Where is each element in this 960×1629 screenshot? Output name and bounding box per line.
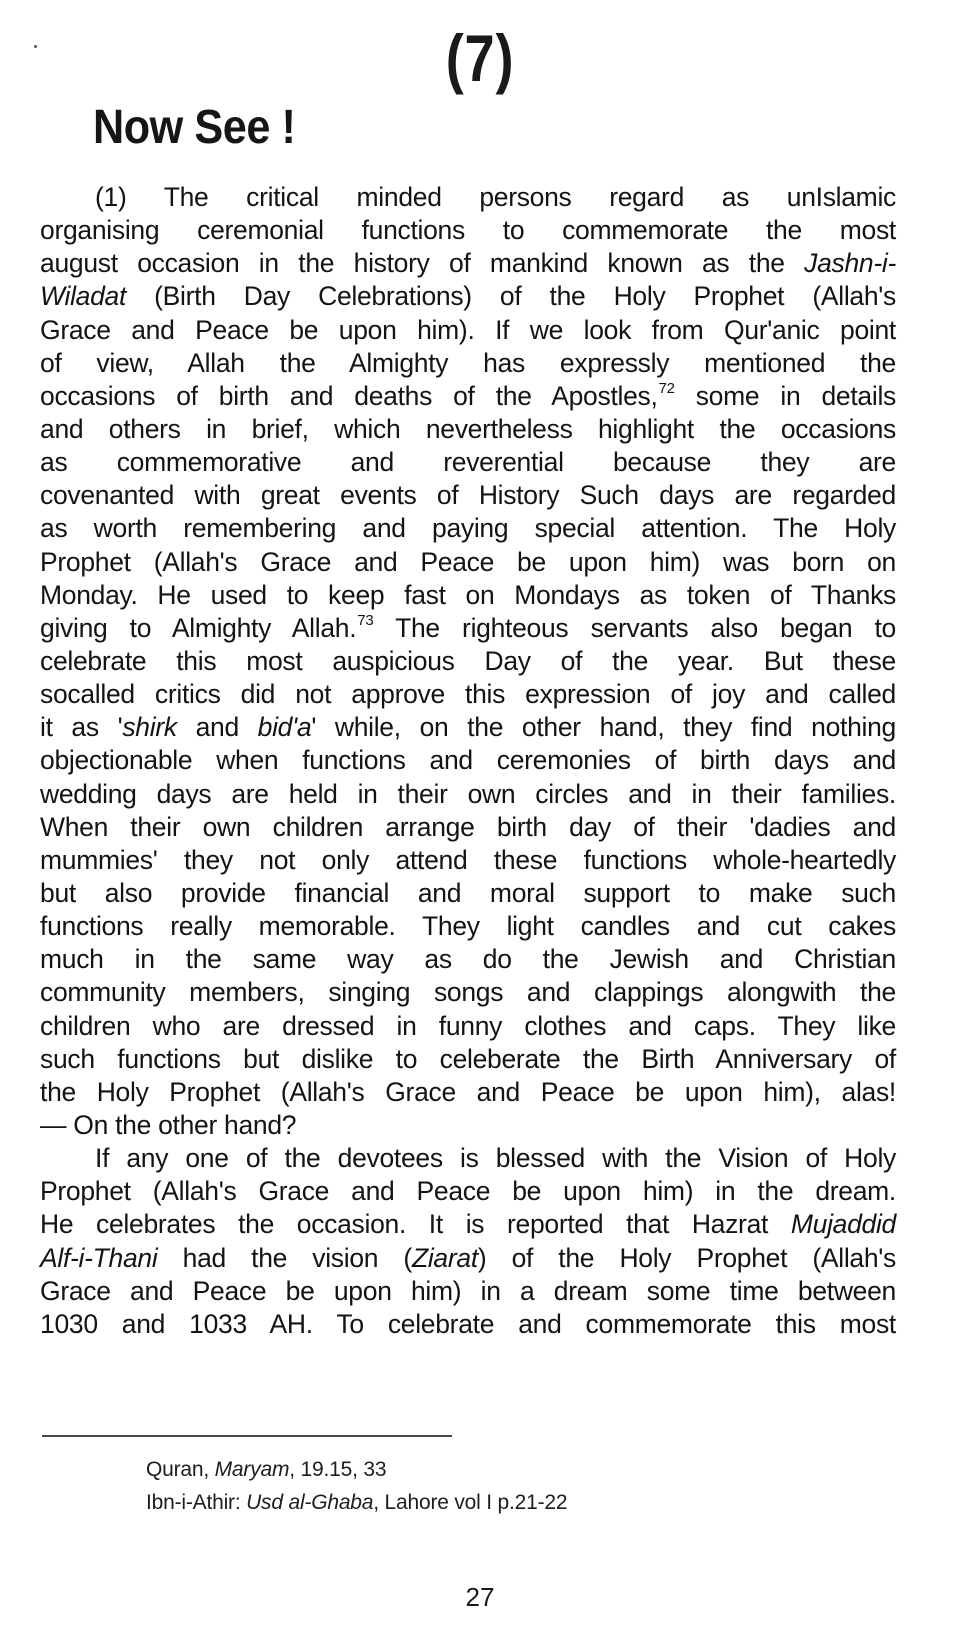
text-run: occasions of birth and deaths of the Apostles,: [40, 380, 658, 411]
body-line: [40, 314, 896, 347]
body-line: [40, 579, 896, 612]
body-line: [40, 778, 896, 811]
text-run: — On the other hand?: [40, 1109, 297, 1140]
body-line: [40, 711, 896, 744]
text-run: mummies' they not only attend these functions whole-heartedly: [40, 844, 896, 875]
text-run: Prophet (Allah's Grace and Peace be upon him) in the dream.: [40, 1176, 896, 1207]
body-line: [40, 877, 896, 910]
text-run: Grace and Peace be upon him) in a dream some time between: [40, 1275, 896, 1306]
footnote-entry: [146, 1486, 567, 1519]
italic-text: Maryam: [214, 1458, 290, 1481]
body-text: [40, 181, 896, 1341]
body-line: [40, 844, 896, 877]
scan-speck: [34, 45, 37, 48]
body-line: [40, 546, 896, 579]
body-line: [40, 976, 896, 1009]
text-run: children who are dressed in funny clothes and caps. They like: [40, 1010, 896, 1041]
text-run: such functions but dislike to celeberate the Birth Anniversary of: [40, 1043, 896, 1074]
italic-text: Wiladat: [40, 281, 127, 312]
text-run: had the vision (: [157, 1242, 412, 1273]
italic-text: Alf-i-Thani: [40, 1242, 158, 1273]
text-run: of view, Allah the Almighty has expressly mentioned the: [40, 347, 896, 378]
body-line: [40, 910, 896, 943]
text-run: socalled critics did not approve this expression of joy and called: [40, 679, 896, 710]
text-run: as worth remembering and paying special attention. The Holy: [40, 513, 896, 544]
text-run: The righteous servants also began to: [373, 612, 896, 643]
body-line: [40, 943, 896, 976]
text-run: august occasion in the history of mankind known as the: [40, 248, 805, 279]
body-line: [40, 347, 896, 380]
text-run: 1030 and 1033 AH. To celebrate and commemorate this most: [40, 1308, 896, 1339]
footnote-entry: [146, 1453, 567, 1486]
text-run: and: [176, 712, 258, 743]
text-run: (1) The critical minded persons regard as unIslamic: [95, 182, 896, 212]
text-run: functions really memorable. They light candles and cut cakes: [40, 911, 896, 942]
chapter-number: (7): [445, 21, 515, 95]
text-run: but also provide financial and moral support to make such: [40, 877, 896, 908]
text-run: organising ceremonial functions to commemorate the most: [40, 215, 896, 246]
page-number: 27: [465, 1582, 495, 1612]
text-run: as commemorative and reverential because they are: [40, 447, 896, 478]
text-run: If any one of the devotees is blessed with the Vision of Holy: [95, 1143, 896, 1174]
body-line: [40, 612, 896, 645]
text-run: covenanted with great events of History Such days are regarded: [40, 480, 896, 511]
body-line: [40, 678, 896, 711]
text-run: some in details: [674, 380, 896, 411]
body-line: [40, 479, 896, 512]
italic-text: shirk: [122, 712, 177, 743]
text-run: Prophet (Allah's Grace and Peace be upon him) was born on: [40, 546, 896, 577]
body-line: [40, 247, 896, 280]
body-line: [40, 512, 896, 545]
text-run: wedding days are held in their own circles and in their families.: [40, 778, 896, 809]
italic-text: bid'a: [257, 712, 312, 743]
text-run: ' while, on the other hand, they find nothing: [311, 712, 896, 743]
text-run: (Birth Day Celebrations) of the Holy Prophet (Allah's: [126, 281, 896, 312]
body-line: [40, 811, 896, 844]
body-line: [40, 446, 896, 479]
body-line: [40, 413, 896, 446]
body-line: [40, 1275, 896, 1308]
body-line: [40, 280, 896, 313]
text-run: When their own children arrange birth day of their 'dadies and: [40, 811, 896, 842]
body-line: [40, 214, 896, 247]
italic-text: Usd al-Ghaba: [246, 1491, 374, 1514]
body-line: [40, 744, 896, 777]
footnotes: [146, 1453, 567, 1519]
page-title: Now See !: [93, 101, 296, 154]
body-line: [40, 1010, 896, 1043]
body-line: [40, 1208, 896, 1241]
italic-text: Mujaddid: [790, 1209, 896, 1240]
text-run: ) of the Holy Prophet (Allah's: [477, 1242, 897, 1273]
body-line: [40, 1076, 896, 1109]
body-line: [40, 1242, 896, 1275]
text-run: giving to Almighty Allah.: [40, 612, 357, 643]
footnote-reference[interactable]: 73: [357, 611, 374, 629]
text-run: He celebrates the occasion. It is reported that Hazrat: [40, 1209, 791, 1240]
text-run: it as ': [40, 712, 123, 743]
text-run: , 19.15, 33: [289, 1458, 387, 1481]
footnote-divider: [42, 1435, 452, 1437]
body-line: [40, 380, 896, 413]
text-run: much in the same way as do the Jewish and Christian: [40, 944, 896, 975]
text-run: celebrate this most auspicious Day of the year. But these: [40, 645, 896, 676]
body-line: [40, 1308, 896, 1341]
text-run: , Lahore vol I p.21-22: [373, 1491, 568, 1514]
text-run: Ibn-i-Athir:: [146, 1491, 247, 1514]
text-run: Monday. He used to keep fast on Mondays as token of Thanks: [40, 579, 896, 610]
text-run: community members, singing songs and clappings alongwith the: [40, 977, 896, 1008]
italic-text: Jashn-i-: [804, 248, 896, 279]
body-line: [40, 1109, 896, 1142]
body-line: [40, 1142, 896, 1175]
body-line: [40, 1043, 896, 1076]
text-run: Grace and Peace be upon him). If we look from Qur'anic point: [40, 314, 896, 345]
text-run: objectionable when functions and ceremonies of birth days and: [40, 745, 896, 776]
body-line: [40, 181, 896, 214]
footnote-reference[interactable]: 72: [658, 379, 675, 397]
text-run: and others in brief, which nevertheless highlight the occasions: [40, 413, 896, 444]
body-line: [40, 1175, 896, 1208]
text-run: Quran,: [146, 1458, 215, 1481]
italic-text: Ziarat: [411, 1242, 478, 1273]
body-line: [40, 645, 896, 678]
text-run: the Holy Prophet (Allah's Grace and Peace be upon him), alas!: [40, 1076, 896, 1107]
